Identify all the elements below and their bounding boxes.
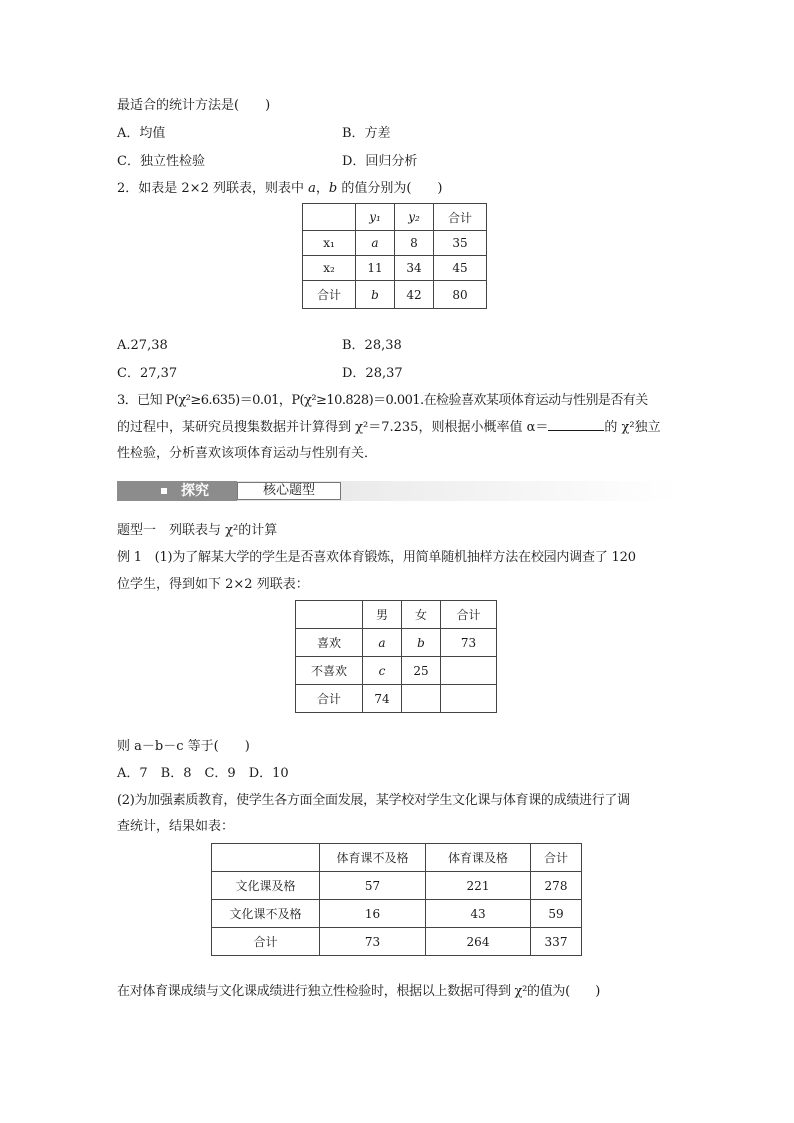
banner-label: 探究 — [181, 483, 209, 499]
q2-cell: x₂ — [303, 256, 356, 281]
q1-option-c: C．独立性检验 — [117, 154, 205, 169]
ex1t2-cell: 合计 — [212, 928, 320, 956]
ex1t2-header-cell: 体育课不及格 — [320, 844, 426, 872]
example1-part2-line-2: 查统计，结果如表： — [117, 819, 235, 834]
ex1-cell: 74 — [363, 685, 402, 713]
ex1t2-cell: 文化课及格 — [212, 872, 320, 900]
ex1t2-cell: 73 — [320, 928, 426, 956]
q3-line-3: 性检验，分析喜欢该项体育运动与性别有关． — [117, 446, 378, 461]
ex1-cell: 合计 — [296, 685, 363, 713]
q3-line-2 — [117, 418, 661, 437]
q2-option-d: D．28,37 — [342, 366, 403, 381]
q1-option-a: A．均值 — [117, 126, 166, 141]
ex1-cell — [441, 685, 497, 713]
q2-var-b: b — [328, 181, 338, 196]
ex1t2-cell: 221 — [426, 872, 531, 900]
q2-cell: 合计 — [303, 281, 356, 309]
q2-var-a: a — [308, 181, 316, 196]
q2-header-cell — [303, 204, 356, 231]
q2-cell: 34 — [395, 256, 434, 281]
example1-question: 则 a－b－c 等于( ) — [117, 739, 250, 754]
q2-stem-pre: 2．如表是 2×2 列联表，则表中 — [117, 181, 309, 196]
q2-cell: a — [356, 231, 395, 256]
q2-cell: 42 — [395, 281, 434, 309]
q2-cell: 8 — [395, 231, 434, 256]
ex1-header-cell — [296, 601, 363, 629]
example1-part2-line-1: (2)为加强素质教育，使学生各方面全面发展，某学校对学生文化课与体育课的成绩进行了调 — [117, 793, 630, 808]
q3-line-2-pre: 的过程中，某研究员搜集数据并计算得到 χ²＝7.235，则根据小概率值 α＝ — [117, 420, 549, 435]
ex1t2-cell: 264 — [426, 928, 531, 956]
q2-stem-post: 的值分别为( ) — [337, 181, 443, 196]
ex1t2-cell: 文化课不及格 — [212, 900, 320, 928]
topic-title: 题型一 列联表与 χ²的计算 — [117, 523, 278, 538]
ex1-cell — [402, 685, 441, 713]
q2-header-cell: 合计 — [434, 204, 487, 231]
ex1t2-cell: 59 — [531, 900, 582, 928]
ex1-header-cell: 女 — [402, 601, 441, 629]
ex1-cell — [441, 657, 497, 685]
answer-blank — [548, 418, 604, 431]
example1-contingency-table — [295, 600, 497, 713]
q2-cell: x₁ — [303, 231, 356, 256]
q3-line-2-post: 的 χ²独立 — [604, 420, 661, 435]
q2-header-cell: y₂ — [395, 204, 434, 231]
q2-option-c: C．27,37 — [117, 366, 178, 381]
ex1t2-cell: 16 — [320, 900, 426, 928]
ex1-cell: 不喜欢 — [296, 657, 363, 685]
q2-cell: b — [356, 281, 395, 309]
ex1t2-header-cell — [212, 844, 320, 872]
q2-option-b: B．28,38 — [342, 338, 402, 353]
q2-option-a: A.27,38 — [117, 338, 168, 353]
banner-tab: 核心题型 — [237, 482, 341, 500]
q2-sep: ， — [315, 181, 329, 196]
ex1-cell: a — [363, 629, 402, 657]
example1-grades-table — [211, 843, 582, 956]
ex1t2-cell: 278 — [531, 872, 582, 900]
example1-line-2: 位学生，得到如下 2×2 列联表： — [117, 577, 309, 592]
q1-option-b: B．方差 — [342, 126, 391, 141]
ex1-header-cell: 男 — [363, 601, 402, 629]
q2-cell: 11 — [356, 256, 395, 281]
q2-cell: 35 — [434, 231, 487, 256]
q2-cell: 45 — [434, 256, 487, 281]
example1-line-1: 例 1 (1)为了解某大学的学生是否喜欢体育锻炼，用简单随机抽样方法在校园内调查了 120 — [117, 550, 636, 565]
section-banner — [117, 481, 677, 501]
q3-line-1: 3．已知 P(χ²≥6.635)＝0.01，P(χ²≥10.828)＝0.001.在检验喜欢某项体育运动与性别是否有关 — [117, 393, 648, 408]
ex1-cell: 喜欢 — [296, 629, 363, 657]
ex1t2-cell: 43 — [426, 900, 531, 928]
ex1-header-cell: 合计 — [441, 601, 497, 629]
square-bullet-icon — [161, 488, 167, 494]
q1-option-d: D．回归分析 — [342, 154, 418, 169]
q1-stem: 最适合的统计方法是( ) — [117, 98, 271, 113]
ex1t2-header-cell: 合计 — [531, 844, 582, 872]
q2-stem — [117, 180, 443, 198]
q2-header-cell: y₁ — [356, 204, 395, 231]
ex1t2-cell: 57 — [320, 872, 426, 900]
example1-part2-question: 在对体育课成绩与文化课成绩进行独立性检验时，根据以上数据可得到 χ²的值为( ) — [117, 984, 601, 999]
q2-cell: 80 — [434, 281, 487, 309]
ex1-cell: b — [402, 629, 441, 657]
ex1t2-cell: 337 — [531, 928, 582, 956]
ex1-cell: 25 — [402, 657, 441, 685]
banner-dark-block — [117, 481, 237, 501]
ex1-cell: 73 — [441, 629, 497, 657]
ex1t2-header-cell: 体育课及格 — [426, 844, 531, 872]
ex1-cell: c — [363, 657, 402, 685]
q2-contingency-table — [302, 203, 487, 309]
example1-options: A．7 B．8 C．9 D．10 — [117, 766, 289, 781]
